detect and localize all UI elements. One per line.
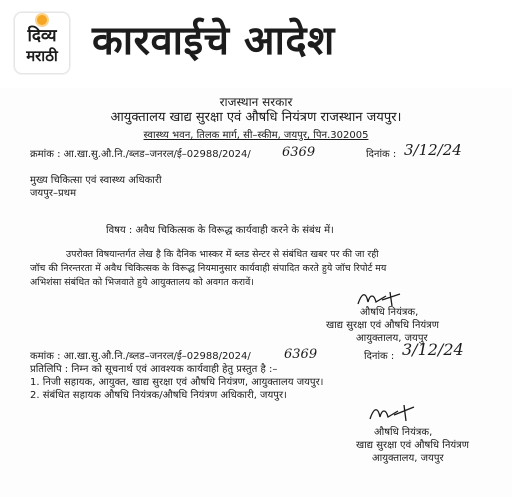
- signatory2-dept: खाद्य सुरक्षा एवं औषधि नियंत्रण: [356, 440, 469, 451]
- headline: कारवाईचे आदेश: [92, 18, 335, 64]
- letter-document: [0, 88, 512, 497]
- ref-label: क्रमांक : आ.खा.सु.औ.नि./ब्लड–जनरल/ई–02988/2024/: [30, 149, 251, 160]
- signatory1-title: औषधि नियंत्रक,: [360, 307, 419, 318]
- signatory1-dept: खाद्य सुरक्षा एवं औषधि नियंत्रण: [326, 320, 439, 331]
- copy-intro: प्रतिलिपि : निम्न को सूचनार्थ एवं आवश्यक कार्यवाही हेतु प्रस्तुत है :–: [30, 364, 278, 375]
- header: [0, 0, 512, 88]
- signatory1-office: आयुक्तालय, जयपुर: [356, 333, 428, 344]
- logo-line1: दिव्य: [27, 26, 57, 46]
- ref2-number: 6369: [284, 347, 318, 362]
- govt-title: राजस्थान सरकार: [219, 95, 293, 109]
- ref-number: 6369: [282, 145, 316, 160]
- recipient-line1: मुख्य चिकित्सा एवं स्वास्थ्य अधिकारी: [30, 175, 162, 186]
- date2-handwritten: 3/12/24: [402, 340, 464, 359]
- date-label: दिनांक :: [366, 149, 397, 160]
- office-title: आयुक्तालय खाद्य सुरक्षा एवं औषधि नियंत्रण राजस्थान जयपुर।: [110, 110, 402, 125]
- office-address: स्वास्थ्य भवन, तिलक मार्ग, सी–स्कीम, जयपुर, पिन.302005: [143, 130, 369, 141]
- body-line1: उपरोक्त विषयान्तर्गत लेख है कि दैनिक भास्कर में ब्लड सेन्टर से संबंधित खबर पर की जा रही: [66, 249, 379, 260]
- logo-line2: मराठी: [26, 47, 58, 65]
- body-line3: अभिशंसा संबंधित को भिजवाते हुये आयुक्तालय को अवगत करावें।: [30, 277, 254, 288]
- sun-icon: [37, 15, 47, 25]
- date2-label: दिनांक :: [364, 351, 395, 362]
- signatory2-title: औषधि नियंत्रक,: [374, 427, 433, 438]
- subject-line: विषय : अवैध चिकित्सक के विरूद्ध कार्यवाही करने के संबंध में।: [106, 225, 334, 236]
- signatory2-office: आयुक्तालय, जयपुर: [372, 453, 444, 464]
- divya-marathi-logo[interactable]: [14, 12, 70, 74]
- ref2-label: कमांक : आ.खा.सु.औ.नि./ब्लड–जनरल/ई–02988/2024/: [30, 351, 251, 362]
- copy-item-2: 2. संबंधित सहायक औषधि नियंत्रक/औषधि नियंत्रण अधिकारी, जयपुर।: [30, 390, 287, 401]
- date-handwritten: 3/12/24: [404, 141, 462, 159]
- copy-item-1: 1. निजी सहायक, आयुक्त, खाद्य सुरक्षा एवं औषधि नियंत्रण, आयुक्तालय जयपुर।: [30, 377, 324, 388]
- signature-2: [368, 401, 418, 425]
- recipient-line2: जयपुर–प्रथम: [30, 188, 77, 199]
- body-line2: जॉच की निरन्तरता में अवैध चिकित्सक के विरूद्ध नियमानुसार कार्यवाही संपादित करते हुये जॉच रिपोर्ट मय: [30, 263, 387, 274]
